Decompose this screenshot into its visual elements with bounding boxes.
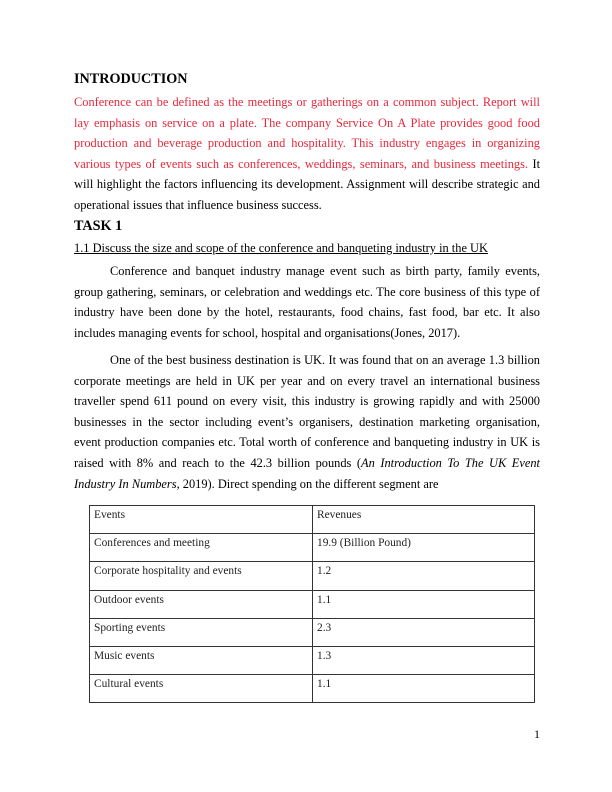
table-header-row	[90, 506, 535, 534]
cell-event: Music events	[90, 646, 313, 674]
citation: An Introduction To The UK Event Industry In Numbers	[74, 455, 540, 491]
table-row	[90, 675, 535, 703]
revenue-table	[89, 505, 535, 703]
cell-event: Cultural events	[90, 675, 313, 703]
cell-event: Conferences and meeting	[90, 534, 313, 562]
cell-revenue: 1.3	[313, 646, 535, 674]
intro-paragraph	[74, 92, 540, 216]
paragraph-1: Conference and banquet industry manage event such as birth party, family events, group gathering, seminars, or celebration and weddings etc. The core business of this type of industry have been done by the hotel, restaurants, food chains, fast food, bar etc. It also includes managing events for school, hospital and organisations(Jones, 2017).	[74, 264, 540, 340]
cell-revenue: 1.1	[313, 590, 535, 618]
cell-event: Sporting events	[90, 618, 313, 646]
table-row	[90, 590, 535, 618]
intro-red-text: Conference can be defined as the meetings or gatherings on a common subject. Report will lay emphasis on service on a plate. The company Service On A Plate provides good food production and beverage production and hospitality. This industry engages in organizing various types of events such as conferences, weddings, seminars, and business meetings.	[74, 95, 540, 171]
heading-introduction: INTRODUCTION	[74, 71, 188, 87]
cell-revenue: 2.3	[313, 618, 535, 646]
cell-revenue: 1.1	[313, 675, 535, 703]
table-row	[90, 562, 535, 590]
heading-task-1: TASK 1	[74, 218, 123, 234]
cell-event: Corporate hospitality and events	[90, 562, 313, 590]
subheading-1-1: 1.1 Discuss the size and scope of the conference and banqueting industry in the UK	[74, 241, 488, 255]
intro-black-text: It will highlight the factors influencing its development. Assignment will describe strategic and operational issues that influence business success.	[74, 156, 541, 212]
header-revenues: Revenues	[313, 506, 535, 534]
page-number: 1	[534, 727, 540, 741]
table-row	[90, 618, 535, 646]
header-events: Events	[90, 506, 313, 534]
table-row	[90, 534, 535, 562]
cell-event: Outdoor events	[90, 590, 313, 618]
table-row	[90, 646, 535, 674]
cell-revenue: 19.9 (Billion Pound)	[313, 534, 535, 562]
cell-revenue: 1.2	[313, 562, 535, 590]
paragraph-2	[74, 350, 540, 494]
paragraph-2-text: One of the best business destination is UK. It was found that on an average 1.3 billion corporate meetings are held in UK per year and on every travel an international business traveller spend 611 pound on every visit, this industry is growing rapidly and with 25000 businesses in the sector including event’s organisers, destination marketing organisation, event production companies etc. Total worth of conference and banqueting industry in UK is raised with 8% and reach to the 42.3 billion pounds (	[74, 353, 540, 470]
paragraph-2-end: , 2019). Direct spending on the different segment are	[176, 476, 439, 491]
